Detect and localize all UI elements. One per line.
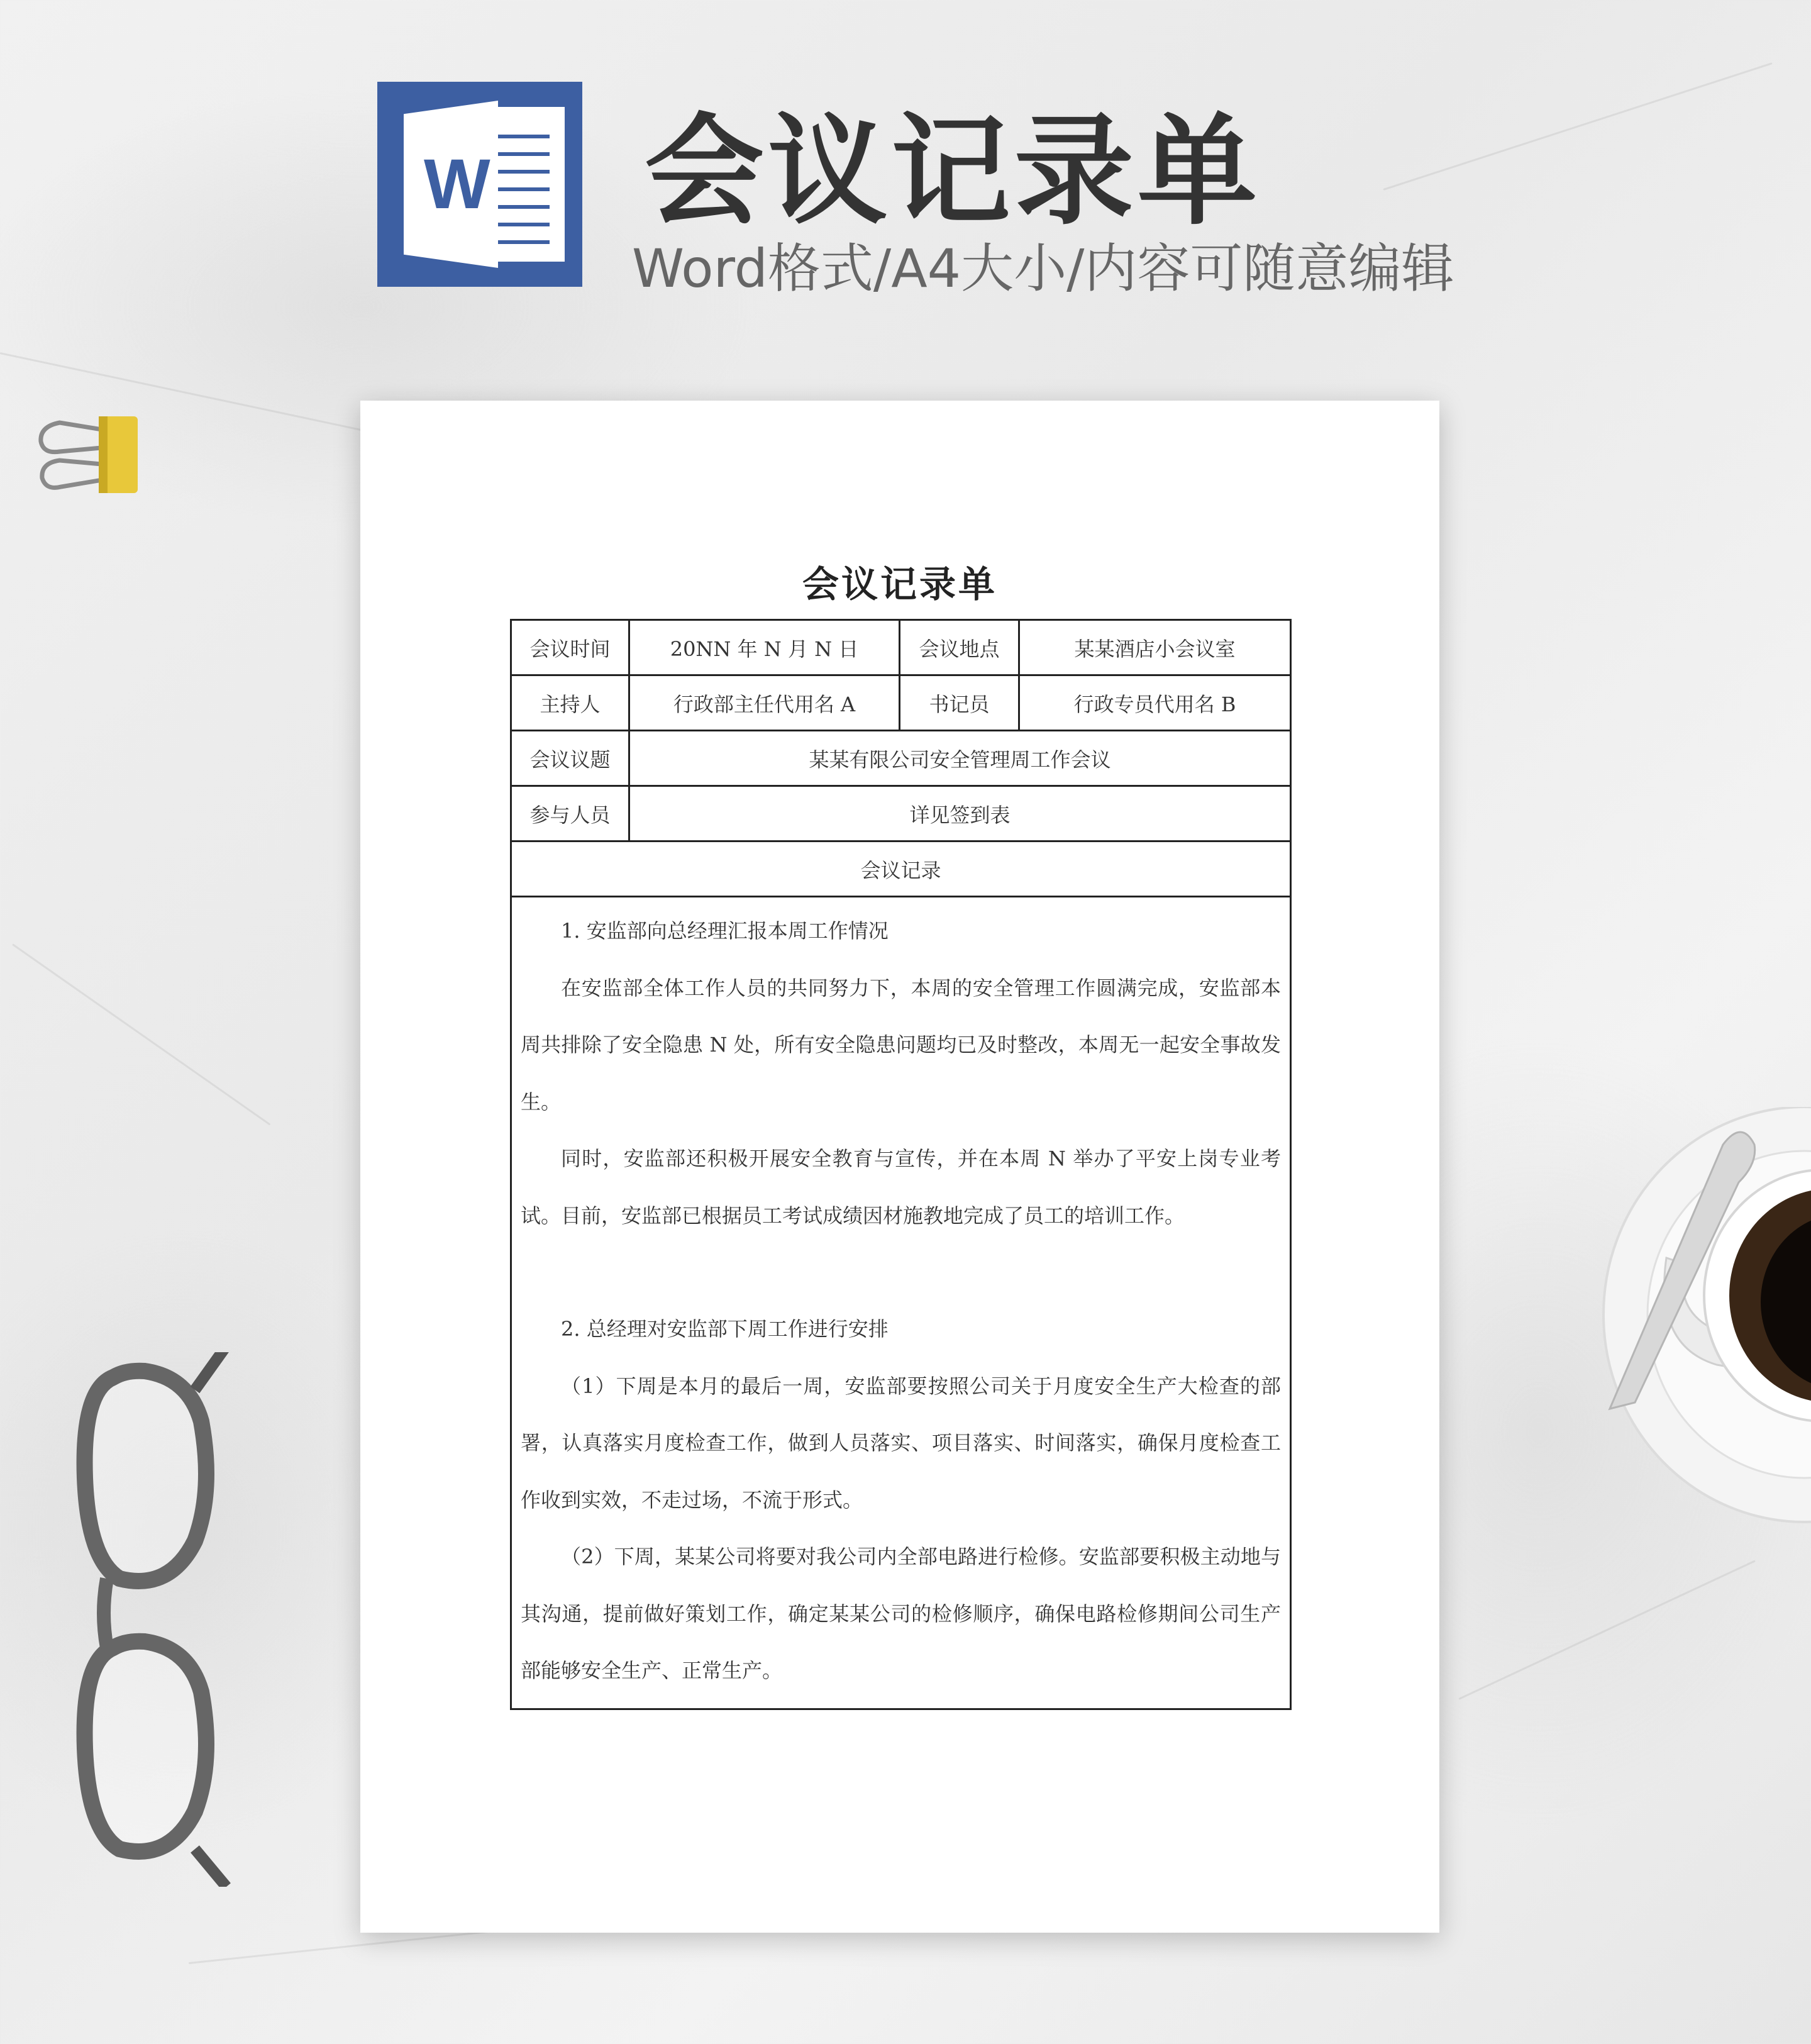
coffee-cup-icon (1597, 1107, 1811, 1547)
table-row (511, 731, 1291, 786)
document-title: 会议记录单 (802, 563, 997, 606)
page-subtitle: Word格式/A4大小/内容可随意编辑 (632, 238, 1454, 299)
record-paragraph: （2）下周，某某公司将要对我公司内全部电路进行检修。安监部要积极主动地与其沟通，提前做好策划工作，确定某某公司的检修顺序，确保电路检修期间公司生产部能够安全生产、正常生产。 (521, 1545, 1281, 1682)
attendees-value[interactable]: 详见签到表 (629, 786, 1291, 841)
recorder-label: 书记员 (900, 675, 1019, 731)
binder-clip-icon (35, 415, 148, 497)
host-label: 主持人 (511, 675, 629, 731)
page-title: 会议记录单 (645, 102, 1261, 241)
meeting-time-label: 会议时间 (511, 620, 629, 675)
eyeglasses-icon (69, 1352, 233, 1887)
record-paragraph: 2. 总经理对安监部下周工作进行安排 (561, 1317, 889, 1341)
attendees-label: 参与人员 (511, 786, 629, 841)
record-paragraph: 1. 安监部向总经理汇报本周工作情况 (561, 919, 889, 943)
meeting-time-value[interactable]: 20NN 年 N 月 N 日 (629, 620, 900, 675)
word-logo-letter: W (424, 145, 490, 223)
topic-label: 会议议题 (511, 731, 629, 786)
marble-vein (1458, 1560, 1756, 1699)
record-paragraph: 同时，安监部还积极开展安全教育与宣传，并在本周 N 举办了平安上岗专业考试。目前，安监部已根据员工考试成绩因材施教地完成了员工的培训工作。 (521, 1147, 1281, 1228)
marble-vein (1383, 62, 1773, 191)
table-row (511, 841, 1291, 897)
table-row (511, 786, 1291, 841)
table-row (511, 675, 1291, 731)
topic-value[interactable]: 某某有限公司安全管理周工作会议 (629, 731, 1291, 786)
document-page (360, 401, 1439, 1933)
table-row (511, 897, 1291, 1709)
blank-line (521, 1244, 1281, 1301)
word-icon (377, 82, 582, 287)
recorder-value[interactable]: 行政专员代用名 B (1019, 675, 1291, 731)
record-paragraph: （1）下周是本月的最后一周，安监部要按照公司关于月度安全生产大检查的部署，认真落实月度检查工作，做到人员落实、项目落实、时间落实，确保月度检查工作收到实效，不走过场，不流于形式。 (521, 1374, 1281, 1512)
meeting-place-value[interactable]: 某某酒店小会议室 (1019, 620, 1291, 675)
record-paragraph: 在安监部全体工作人员的共同努力下，本周的安全管理工作圆满完成，安监部本周共排除了安全隐患 N 处，所有安全隐患问题均已及时整改，本周无一起安全事故发生。 (521, 975, 1281, 1114)
meeting-record-table (510, 619, 1292, 1710)
meeting-place-label: 会议地点 (900, 620, 1019, 675)
table-row (511, 620, 1291, 675)
marble-vein (12, 943, 270, 1125)
host-value[interactable]: 行政部主任代用名 A (629, 675, 900, 731)
record-heading: 会议记录 (511, 841, 1291, 897)
record-body[interactable] (511, 897, 1291, 1709)
